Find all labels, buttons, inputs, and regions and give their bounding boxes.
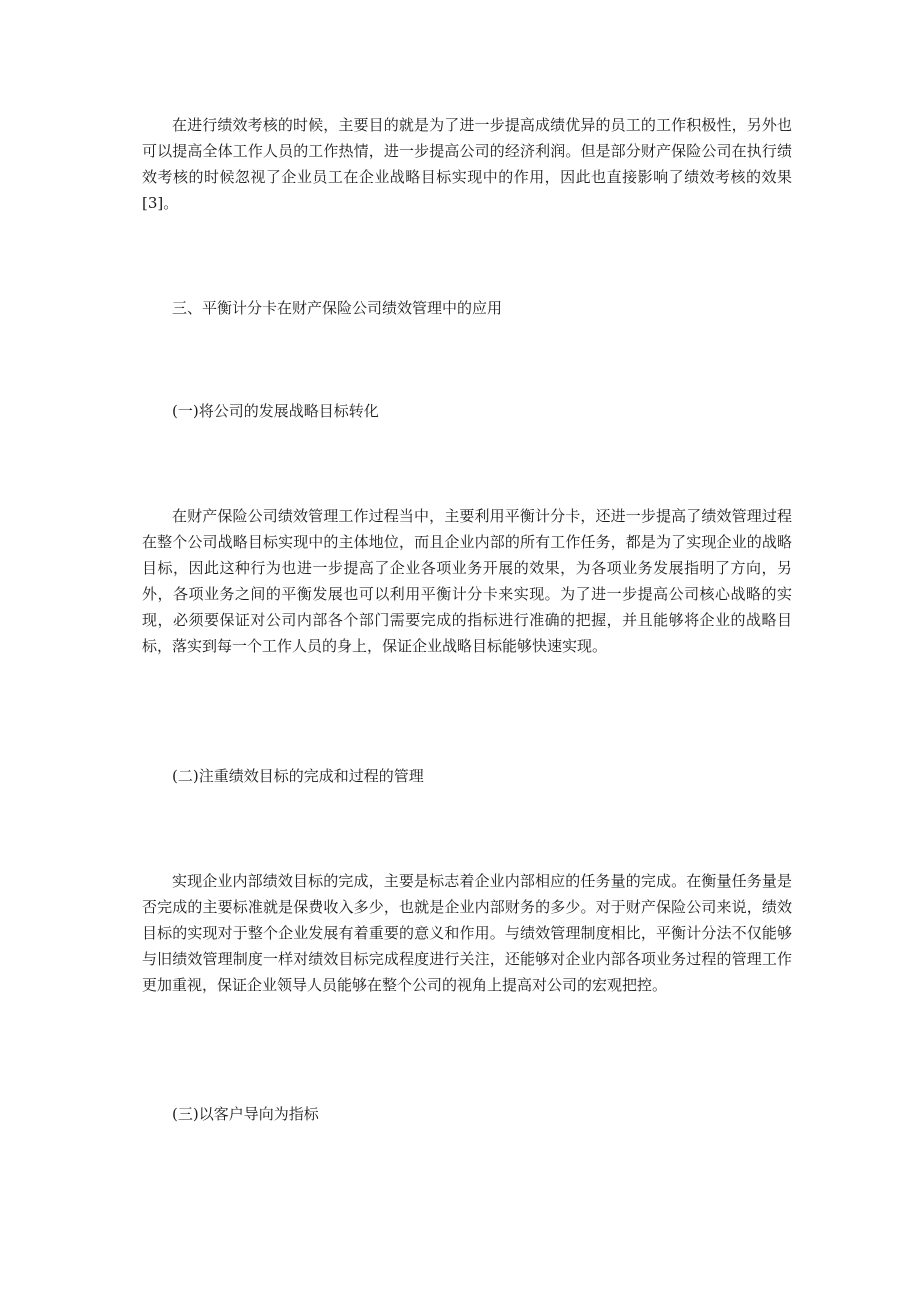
- subheading: (二)注重绩效目标的完成和过程的管理: [172, 767, 424, 785]
- body-paragraph: 在财产保险公司绩效管理工作过程当中，主要利用平衡计分卡，还进一步提高了绩效管理过程在整个公司战略目标实现中的主体地位，而且企业内部的所有工作任务，都是为了实现企业的战略目标，因此这种行为也进一步提高了企业各项业务开展的效果，为各项业务发展指明了方向，另外，各项业务之间的平衡发展也可以利用平衡计分卡来实现。为了进一步提高公司核心战略的实现，必须要保证对公司内部各个部门需要完成的指标进行准确的把握，并且能够将企业的战略目标，落实到每一个工作人员的身上，保证企业战略目标能够快速实现。: [142, 507, 792, 655]
- body-paragraph: 实现企业内部绩效目标的完成，主要是标志着企业内部相应的任务量的完成。在衡量任务量是否完成的主要标准就是保费收入多少，也就是企业内部财务的多少。对于财产保险公司来说，绩效目标的实现对于整个企业发展有着重要的意义和作用。与绩效管理制度相比，平衡计分法不仅能够与旧绩效管理制度一样对绩效目标完成程度进行关注，还能够对企业内部各项业务过程的管理工作更加重视，保证企业领导人员能够在整个公司的视角上提高对公司的宏观把控。: [142, 872, 792, 994]
- section-heading: 三、平衡计分卡在财产保险公司绩效管理中的应用: [172, 299, 503, 317]
- subheading: (三)以客户导向为指标: [172, 1105, 319, 1123]
- body-paragraph: 在进行绩效考核的时候，主要目的就是为了进一步提高成绩优异的员工的工作积极性，另外也可以提高全体工作人员的工作热情，进一步提高公司的经济利润。但是部分财产保险公司在执行绩效考核的时候忽视了企业员工在企业战略目标实现中的作用，因此也直接影响了绩效考核的效果[3]。: [142, 116, 792, 212]
- subheading: (一)将公司的发展战略目标转化: [172, 402, 379, 420]
